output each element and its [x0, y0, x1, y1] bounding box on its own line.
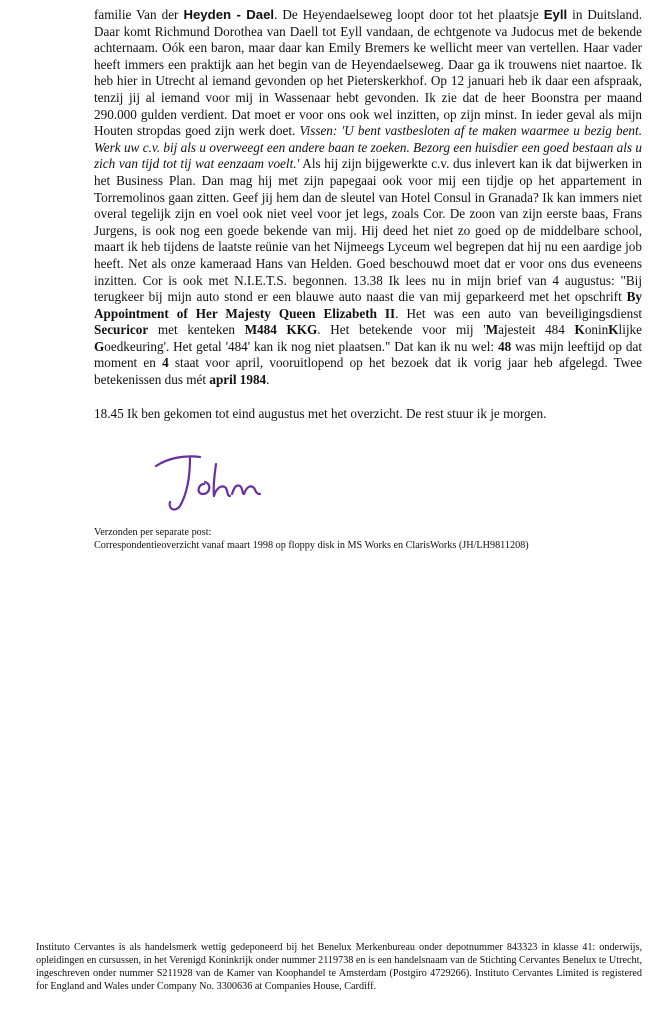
text-run: familie Van der — [94, 7, 184, 22]
bold-run: Eyll — [543, 7, 568, 22]
separate-post-heading: Verzonden per separate post: — [94, 527, 212, 538]
bold-run: By Appointment of Her Majesty Queen Elizabeth II — [94, 289, 642, 321]
bold-run: Heyden - Dael — [183, 7, 275, 22]
separate-post-detail: Correspondentieoverzicht vanaf maart 1998 op floppy disk in MS Works en ClarisWorks (JH/LH9811208) — [94, 540, 529, 551]
text-run: . Het betekende voor mij ' — [317, 322, 486, 338]
bold-run: K — [574, 322, 585, 338]
text-run: staat voor april, vooruitlopend op het bezoek dat ik vorig jaar heb afgelegd. Twee betekenissen dus mét — [94, 355, 642, 388]
italic-quote: Vissen: 'U bent vastbesloten af te maken waarmee u bezig bent. Werk uw c.v. bij als u overweegt een andere baan te zoeken. Bezorg een huisdier een goed bestaan als u zich van tijd tot tij wat eenzaam voelt.' — [94, 123, 642, 172]
text-run: . — [266, 372, 270, 388]
text-run: oedkeuring'. Het getal '484' kan ik nog niet plaatsen." Dat kan ik nu wel: — [104, 338, 498, 354]
letter-body — [94, 7, 642, 422]
legal-footer: Instituto Cervantes is als handelsmerk wettig gedeponeerd bij het Benelux Merkenbureau onder depotnummer 843323 in klasse 41: onderwijs, opleidingen en cursussen, in het Verenigd Koninkrijk onder nummer 2119738 en is een handelsnaam van de Stichting Cervantes Benelux te Utrecht, ingeschreven onder nummer S211928 van de Kamer van Koophandel te Amsterdam (Postgiro 4729266). Instituto Cervantes Limited is registered for England and Wales under Company No. 3300636 at Companies House, Cardiff. — [36, 942, 642, 993]
bold-run: 4 — [162, 355, 169, 371]
bold-run: M484 KKG — [244, 322, 318, 338]
text-run: onin — [584, 322, 609, 338]
bold-run: G — [94, 338, 105, 354]
text-run: in Duitsland. Daar komt Richmund Dorothea van Daell tot Eyll vandaan, de echtgenote va Judocus met de bekende achternaam. Oók een baron, maar daar kan Emily Bremers ke wellicht meer van vertellen. Haar vader heeft immers een praktijk aan het begin van de Heyendaelseweg. Daar ga ik trouwens niet naartoe. Ik heb hier in Utrecht al iemand gevonden op het Pieterskerkhof. Op 12 januari heb ik daar een afspraak, tenzij jij al iemand voor mij in Wassenaar hebt gevonden. Ik zie dat de heer Boonstra per maand 290.000 gulden verdient. Dat moet er voor ons ook wel inzitten, op zijn minst. In ieder geval als mijn Houten stropdas goed zijn werk doet. — [94, 7, 642, 139]
bold-run: K — [608, 322, 619, 338]
text-run: . De Heyendaelseweg loopt door tot het plaatsje — [274, 7, 544, 22]
bold-run: Securicor — [94, 322, 149, 338]
bold-run: april 1984 — [209, 372, 267, 388]
closing-line: 18.45 Ik ben gekomen tot eind augustus met het overzicht. De rest stuur ik je morgen. — [94, 405, 547, 421]
text-run: was mijn leeftijd op dat moment en — [94, 338, 642, 371]
bold-run: 48 — [497, 338, 512, 354]
text-run: met kenteken — [148, 322, 245, 338]
handwritten-signature — [150, 448, 270, 518]
text-run: lijke — [618, 322, 642, 338]
text-run: Als hij zijn bijgewerkte c.v. dus inlevert kan ik dat bijwerken in het Business Plan. Dan mag hij met zijn papegaai ook voor mij een tijdje op het appartement in Torremolinos gaan zitten. Geef jij hem dan de sleutel van Hotel Consul in Granada? Ik kan immers niet overal tegelijk zijn en voel ook niet veel voor jet legs, zoals Cor. De zoon van zijn eerste baas, Frans Jurgens, is ook nog een goede bekende van mij. Hij deed het niet zo goed op de middelbare school, maart ik heb tijdens de laatste reünie van het Nijmeegs Lyceum wel begrepen dat hij nu een aardige job heeft. Net als onze kameraad Hans van Helden. Goed beschouwd moet dat er voor ons dus eveneens inzitten. Cor is ook met N.I.E.T.S. begonnen. 13.38 Ik lees nu in mijn brief van 4 augustus: "Bij terugkeer bij mijn auto stond er een blauwe auto naast die van mij geparkeerd met het opschrift — [94, 156, 642, 305]
separate-post-note — [94, 526, 654, 552]
text-run: . Het was een auto van beveiligingsdienst — [395, 305, 642, 321]
text-run: ajesteit 484 — [498, 322, 575, 338]
bold-run: M — [485, 322, 499, 338]
body-paragraph — [94, 7, 642, 389]
